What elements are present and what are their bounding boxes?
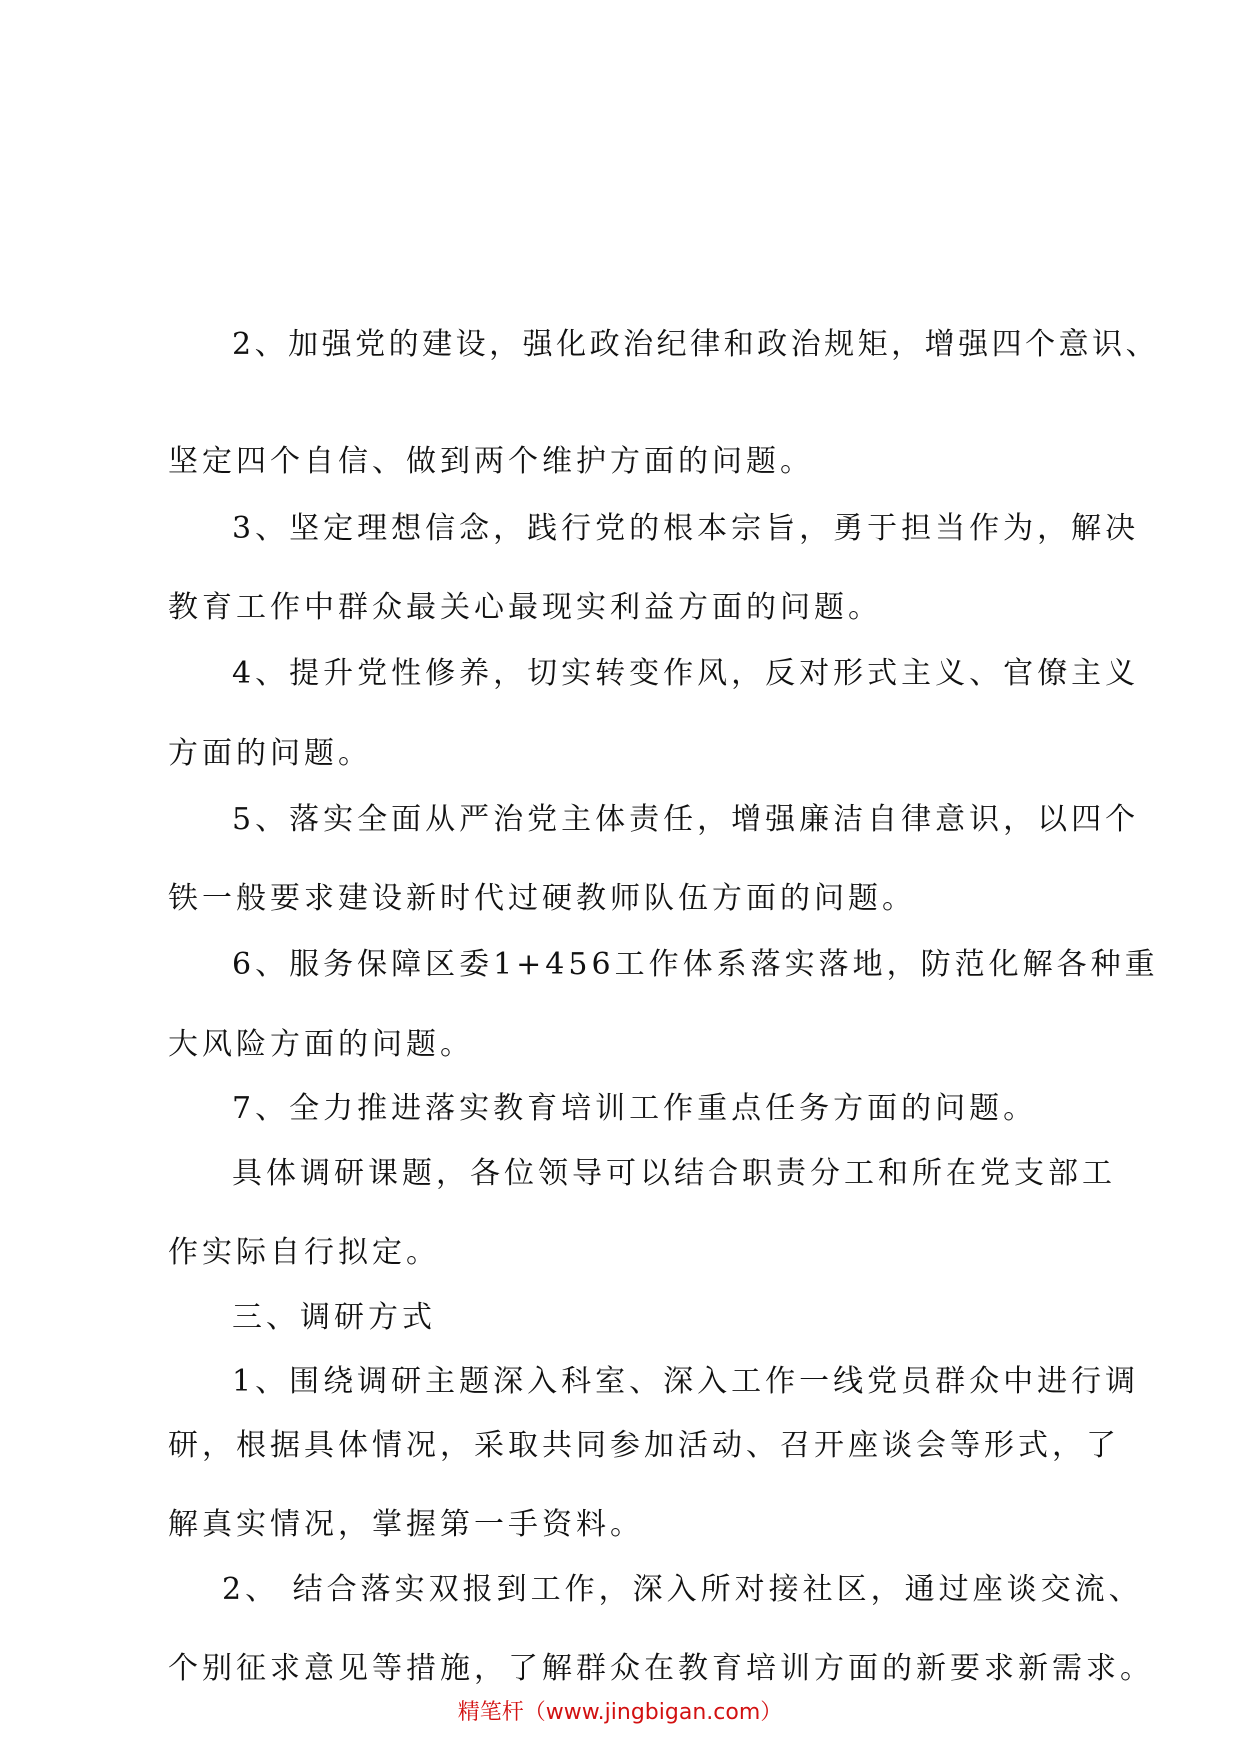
paragraph-line: 6、服务保障区委1+456工作体系落实落地，防范化解各种重 <box>232 947 1159 982</box>
section-heading: 三、调研方式 <box>232 1300 436 1335</box>
paragraph-line: 铁一般要求建设新时代过硬教师队伍方面的问题。 <box>168 881 916 916</box>
paragraph-line: 坚定四个自信、做到两个维护方面的问题。 <box>168 444 814 479</box>
paragraph-line: 1、围绕调研主题深入科室、深入工作一线党员群众中进行调 <box>232 1364 1140 1399</box>
paragraph-line: 个别征求意见等措施，了解群众在教育培训方面的新要求新需求。 <box>168 1651 1154 1686</box>
paragraph-line: 教育工作中群众最关心最现实利益方面的问题。 <box>168 590 882 625</box>
paragraph-line: 2、加强党的建设，强化政治纪律和政治规矩，增强四个意识、 <box>232 327 1160 362</box>
paragraph-line: 具体调研课题，各位领导可以结合职责分工和所在党支部工 <box>232 1156 1116 1191</box>
paragraph-line: 7、全力推进落实教育培训工作重点任务方面的问题。 <box>232 1091 1038 1126</box>
paragraph-line: 大风险方面的问题。 <box>168 1027 474 1062</box>
paragraph-line: 4、提升党性修养，切实转变作风，反对形式主义、官僚主义 <box>232 656 1140 691</box>
paragraph-line: 研，根据具体情况，采取共同参加活动、召开座谈会等形式，了 <box>168 1428 1120 1463</box>
paragraph-line: 解真实情况，掌握第一手资料。 <box>168 1507 644 1542</box>
paragraph-line: 2、 结合落实双报到工作，深入所对接社区，通过座谈交流、 <box>222 1572 1143 1607</box>
paragraph-line: 3、坚定理想信念，践行党的根本宗旨，勇于担当作为，解决 <box>232 511 1140 546</box>
paragraph-line: 5、落实全面从严治党主体责任，增强廉洁自律意识，以四个 <box>232 802 1140 837</box>
paragraph-line: 作实际自行拟定。 <box>168 1235 440 1270</box>
footer-watermark: 精笔杆（www.jingbigan.com） <box>457 1700 783 1725</box>
paragraph-line: 方面的问题。 <box>168 736 372 771</box>
